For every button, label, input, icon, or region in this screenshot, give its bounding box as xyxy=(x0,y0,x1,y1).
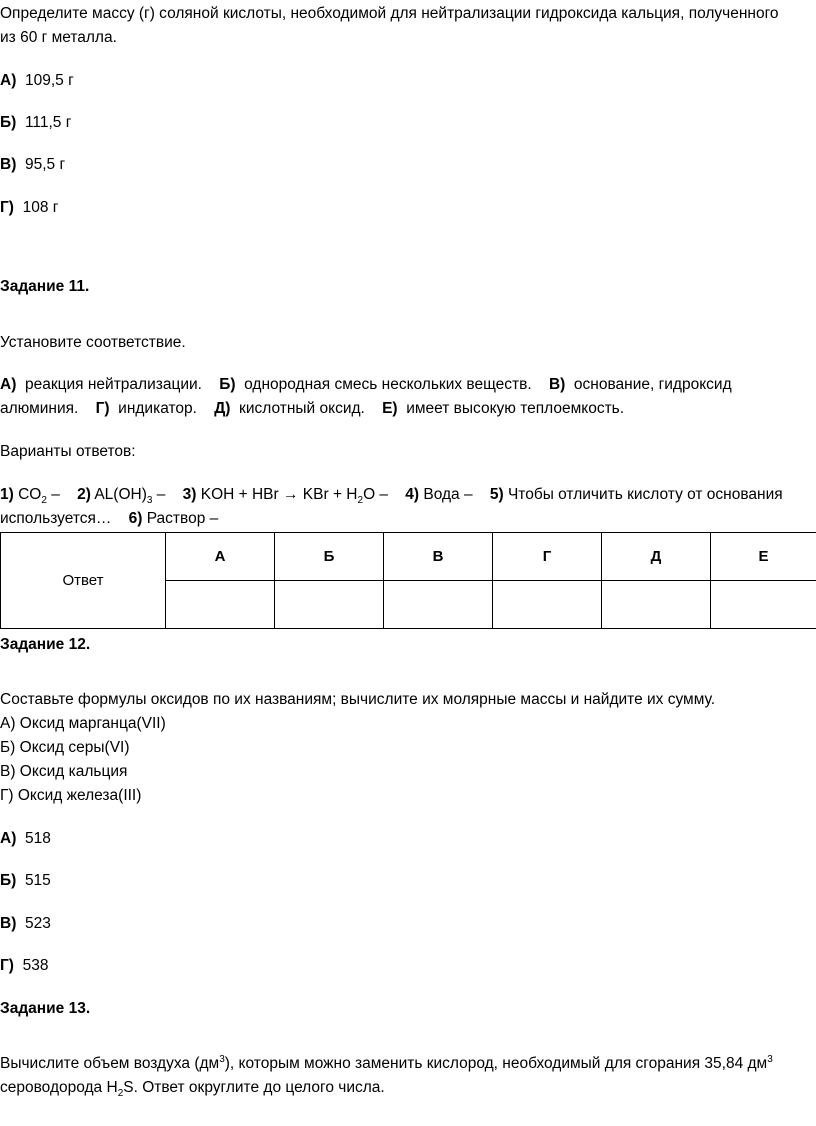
option-letter: В) xyxy=(0,915,17,932)
q10-text-line1: Определите массу (г) соляной кислоты, необходимой для нейтрализации гидроксида кальция, полученного xyxy=(0,5,779,22)
variant-text: – xyxy=(152,486,166,503)
item-text: кислотный оксид. xyxy=(239,400,365,417)
option-letter: В) xyxy=(0,156,17,173)
item-text: индикатор. xyxy=(118,400,197,417)
answer-cell-c[interactable] xyxy=(384,581,493,629)
q10-option-d[interactable] xyxy=(0,198,58,218)
variant-text: Раствор – xyxy=(146,510,219,527)
q13-text: S. Ответ округлите до целого числа. xyxy=(123,1079,385,1096)
q12-option-d[interactable] xyxy=(0,956,48,976)
variant-text: используется… xyxy=(0,510,112,527)
q13-text-line2 xyxy=(0,1078,385,1098)
answer-header-d: Г xyxy=(493,533,602,581)
q12-option-c[interactable] xyxy=(0,914,51,934)
q12-instruction: Составьте формулы оксидов по их названиям; вычислите их молярные массы и найдите их сумму. xyxy=(0,691,716,708)
item-letter: Д) xyxy=(214,400,231,417)
item-letter: В) xyxy=(548,376,566,393)
q12-name-c: В) Оксид кальция xyxy=(0,763,128,780)
variant-number: 3) xyxy=(182,486,197,503)
q12-name-b: Б) Оксид серы(VI) xyxy=(0,739,130,756)
variant-text: – xyxy=(46,486,60,503)
q10-option-b[interactable] xyxy=(0,113,71,133)
q12-option-a[interactable] xyxy=(0,829,51,849)
variant-number: 1) xyxy=(0,486,14,503)
superscript: 3 xyxy=(767,1053,773,1065)
answer-header-f: Е xyxy=(711,533,816,581)
variant-text: CO xyxy=(18,486,42,503)
variant-number: 6) xyxy=(128,510,143,527)
q11-title: Задание 11. xyxy=(0,278,90,295)
q13-text: Вычислите объем воздуха (дм xyxy=(0,1055,220,1072)
q12-name-d: Г) Оксид железа(III) xyxy=(0,787,142,804)
q11-items-line1 xyxy=(0,375,732,395)
option-letter: Б) xyxy=(0,872,17,889)
subscript: 2 xyxy=(117,1088,124,1100)
option-letter: А) xyxy=(0,72,17,89)
item-text: основание, гидроксид xyxy=(573,376,732,393)
option-text: 523 xyxy=(24,915,51,932)
item-letter: Г) xyxy=(95,400,110,417)
item-letter: Б) xyxy=(219,376,236,393)
q10-option-a[interactable] xyxy=(0,71,74,91)
variant-number: 5) xyxy=(489,486,504,503)
answer-header-e: Д xyxy=(602,533,711,581)
variant-text: AL(OH) xyxy=(94,486,147,503)
item-letter: А) xyxy=(0,376,17,393)
answer-header-c: В xyxy=(384,533,493,581)
option-text: 515 xyxy=(24,872,51,889)
option-text: 111,5 г xyxy=(24,114,72,131)
item-text: однородная смесь нескольких веществ. xyxy=(244,376,532,393)
item-text: имеет высокую теплоемкость. xyxy=(406,400,625,417)
q11-variants-line2 xyxy=(0,509,218,529)
variant-text: O – xyxy=(363,486,389,503)
q13-text: ), которым можно заменить кислород, необходимый для сгорания 35,84 дм xyxy=(224,1055,768,1072)
item-text: реакция нейтрализации. xyxy=(24,376,202,393)
q11-items-line2 xyxy=(0,399,624,419)
q12-option-b[interactable] xyxy=(0,871,51,891)
q13-title: Задание 13. xyxy=(0,1000,91,1017)
q13-text: сероводорода H xyxy=(0,1079,118,1096)
option-text: 95,5 г xyxy=(24,156,66,173)
q12-title: Задание 12. xyxy=(0,636,91,653)
option-letter: Г) xyxy=(0,957,14,974)
variant-number: 2) xyxy=(77,486,91,503)
answer-cell-b[interactable] xyxy=(275,581,384,629)
answer-header-a: А xyxy=(166,533,275,581)
option-text: 538 xyxy=(22,957,49,974)
option-letter: А) xyxy=(0,830,17,847)
answer-row-label: Ответ xyxy=(1,533,166,629)
q13-text-line1 xyxy=(0,1054,773,1074)
answer-cell-a[interactable] xyxy=(166,581,275,629)
item-letter: Е) xyxy=(382,400,398,417)
q10-option-c[interactable] xyxy=(0,155,65,175)
subscript: 2 xyxy=(41,495,47,507)
answer-cell-e[interactable] xyxy=(602,581,711,629)
option-text: 518 xyxy=(24,830,51,847)
q12-name-a: А) Оксид марганца(VII) xyxy=(0,715,166,732)
superscript: 3 xyxy=(219,1053,225,1065)
option-text: 109,5 г xyxy=(24,72,74,89)
q10-text-line2: из 60 г металла. xyxy=(0,29,117,46)
item-text: алюминия. xyxy=(0,400,79,417)
variant-text: KOH + HBr → KBr + H xyxy=(200,486,358,503)
subscript: 2 xyxy=(357,495,364,507)
answer-header-b: Б xyxy=(275,533,384,581)
subscript: 3 xyxy=(146,495,153,507)
answer-table xyxy=(0,532,816,629)
option-text: 108 г xyxy=(22,199,59,216)
q11-instruction: Установите соответствие. xyxy=(0,334,186,351)
variant-text: Чтобы отличить кислоту от основания xyxy=(507,486,783,503)
q11-variants-label: Варианты ответов: xyxy=(0,443,136,460)
option-letter: Г) xyxy=(0,199,14,216)
variant-number: 4) xyxy=(405,486,420,503)
answer-cell-f[interactable] xyxy=(711,581,816,629)
variant-text: Вода – xyxy=(423,486,473,503)
option-letter: Б) xyxy=(0,114,17,131)
answer-cell-d[interactable] xyxy=(493,581,602,629)
q11-variants-line1 xyxy=(0,485,783,505)
